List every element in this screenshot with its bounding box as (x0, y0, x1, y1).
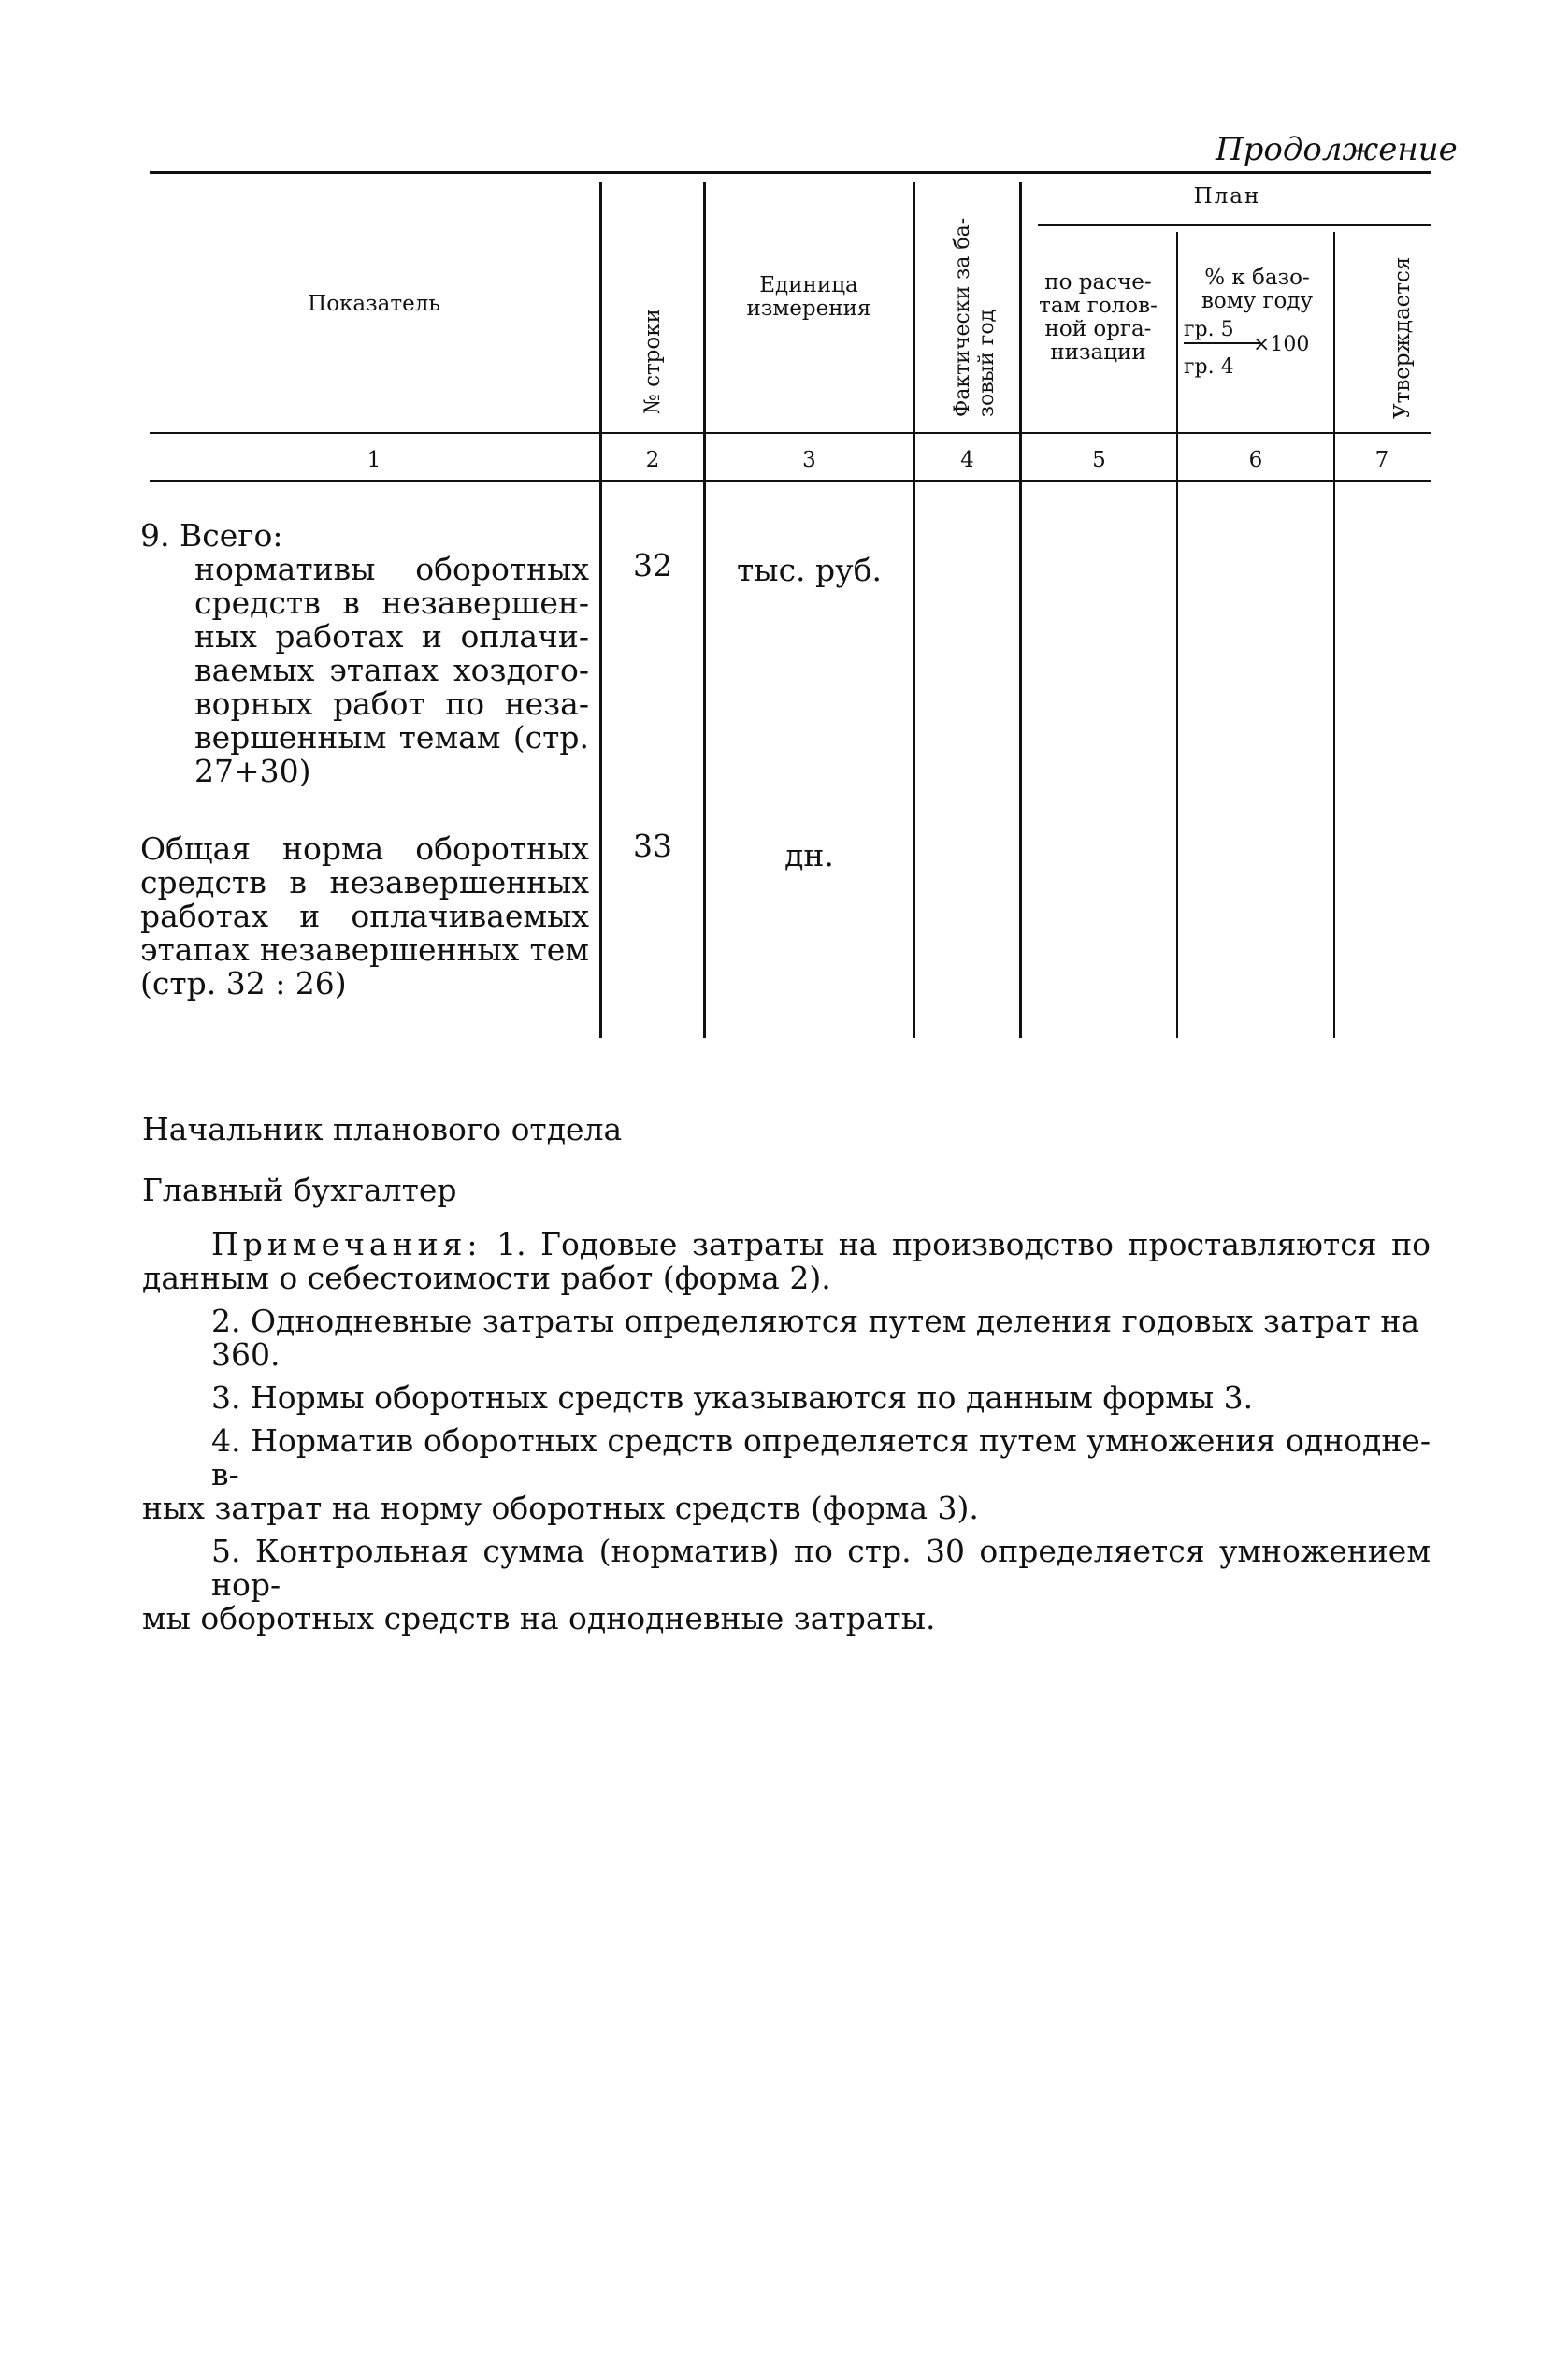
header-percent (1180, 267, 1334, 313)
note-3: 3. Нормы оборотных средств указываются по данным формы 3. (211, 1379, 1254, 1416)
header-unit-line1: Единица (759, 273, 858, 297)
plan-sub-rule (1038, 224, 1431, 226)
header-percent-line2: вому году (1201, 289, 1314, 313)
header-actual-line2: зовый год (975, 309, 999, 417)
colnum-5: 5 (1092, 448, 1106, 472)
row1-line5: ворных работ по неза- (194, 685, 589, 722)
colnum-1: 1 (367, 448, 381, 472)
header-head-calc-line4: низации (1050, 340, 1146, 365)
colnum-2: 2 (645, 448, 660, 472)
table-row (140, 519, 589, 788)
header-actual-line1: Фактически за ба- (951, 217, 974, 417)
header-approved: Утверждается (1390, 256, 1415, 419)
row1-line4: ваемых этапах хоздого- (194, 652, 589, 688)
note-1-text: 1. Годовые затраты на производство проставляются по (496, 1226, 1431, 1262)
row1-row-no: 32 (633, 547, 672, 584)
header-bottom-rule (150, 432, 1431, 434)
row1-line2: средств в незавершен- (194, 584, 589, 621)
row2-line1: Общая норма оборотных (140, 830, 589, 867)
table-row (140, 832, 589, 1001)
row2-line2: средств в незавершенных (140, 864, 589, 901)
formula-times: ×100 (1253, 333, 1310, 356)
row2-line5: (стр. 32 : 26) (140, 965, 347, 1002)
header-head-calc (1021, 271, 1175, 365)
colnum-7: 7 (1374, 448, 1389, 472)
vline-6 (1333, 232, 1335, 1038)
row1-line6: вершенным темам (стр. (194, 719, 589, 756)
row1-unit: тыс. руб. (737, 552, 882, 588)
header-row-no: № строки (640, 309, 665, 414)
vline-5 (1176, 232, 1178, 1038)
vline-1 (599, 182, 602, 1038)
note-2: 2. Однодневные затраты определяются путем деления годовых затрат на 360. (211, 1303, 1419, 1373)
continuation-label: Продолжение (1216, 131, 1458, 168)
signature-chief-accountant: Главный бухгалтер (142, 1172, 457, 1208)
table-top-rule (150, 171, 1431, 174)
row2-line3: работах и оплачиваемых (140, 898, 589, 934)
note-5-line1: 5. Контрольная сумма (норматив) по стр. 30 определяется умножением нор- (211, 1533, 1431, 1603)
header-indicator: Показатель (308, 292, 440, 316)
note-5-line2: мы оборотных средств на однодневные затраты. (142, 1600, 936, 1636)
vline-3 (913, 182, 915, 1038)
note-4-line1: 4. Норматив оборотных средств определяется путем умножения одноднев- (211, 1422, 1431, 1492)
header-head-calc-line3: ной орга- (1044, 317, 1152, 341)
header-percent-line1: % к базо- (1204, 266, 1310, 290)
colnum-6: 6 (1248, 448, 1263, 472)
header-plan: План (1193, 184, 1261, 209)
colnum-4: 4 (960, 448, 974, 472)
signature-head-planning: Начальник планового отдела (142, 1111, 623, 1147)
header-unit (706, 274, 912, 321)
numbers-bottom-rule (150, 480, 1431, 482)
note-1-line2: данным о себестоимости работ (форма 2). (142, 1260, 831, 1296)
row1-line1: нормативы оборотных (194, 551, 589, 587)
header-head-calc-line2: там голов- (1039, 294, 1158, 318)
formula-bar (1184, 342, 1260, 344)
row1-text (140, 553, 589, 788)
row2-row-no: 33 (633, 828, 672, 864)
formula-denominator: гр. 4 (1184, 355, 1234, 379)
note-1-line1 (142, 1228, 1431, 1261)
row1-line3: ных работах и оплачи- (194, 618, 589, 655)
notes-label: Примечания: (211, 1226, 482, 1262)
row2-line4: этапах незавершенных тем (140, 931, 589, 968)
header-unit-line2: измерения (746, 296, 871, 321)
header-head-calc-line1: по расче- (1044, 270, 1152, 295)
notes (142, 1228, 1431, 1636)
row1-line7: 27+30) (194, 753, 311, 789)
colnum-3: 3 (802, 448, 816, 472)
header-percent-formula (1182, 318, 1331, 383)
formula-numerator: гр. 5 (1184, 318, 1234, 341)
row1-heading: 9. Всего: (140, 517, 283, 554)
row2-unit: дн. (784, 837, 834, 873)
note-4-line2: ных затрат на норму оборотных средств (форма 3). (142, 1490, 979, 1526)
